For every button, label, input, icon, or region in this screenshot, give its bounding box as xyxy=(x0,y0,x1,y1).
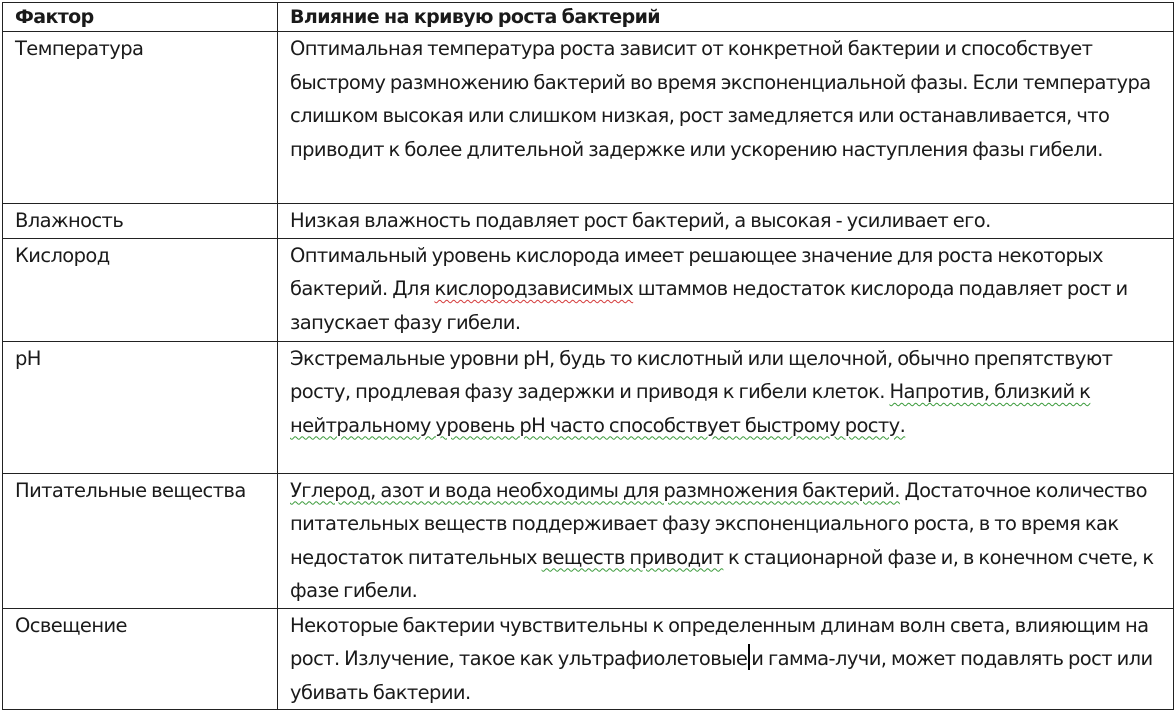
effect-text: к стационарной фазе и, в конечном счете, к фазе гибели. xyxy=(290,545,1154,602)
factor-cell: Питательные вещества xyxy=(3,473,278,608)
table-row xyxy=(3,238,1174,341)
effect-text: Некоторые бактерии чувствительны к определенным длинам волн света, влияющим на рост. Излучение, такое как ультрафиолетовые xyxy=(290,613,1149,670)
effect-cell: Низкая влажность подавляет рост бактерий, а высокая - усиливает его. xyxy=(278,204,1174,239)
grammar-flagged-text[interactable]: веществ приводит xyxy=(541,545,724,569)
effect-cell xyxy=(278,238,1174,341)
header-factor: Фактор xyxy=(3,3,278,32)
table-row xyxy=(3,32,1174,204)
table-row xyxy=(3,473,1174,608)
factor-cell: Освещение xyxy=(3,608,278,710)
factor-cell: pH xyxy=(3,341,278,473)
factor-cell: Температура xyxy=(3,32,278,204)
factor-cell: Кислород xyxy=(3,238,278,341)
effect-cell: Оптимальная температура роста зависит от конкретной бактерии и способствует быстрому размножению бактерий во время экспоненциальной фазы. Если температура слишком высокая или слишком низкая, рост замедляется или останавливается, что приводит к более длительной задержке или ускорению наступления фазы гибели. xyxy=(278,32,1174,204)
spelling-flagged-word[interactable]: кислородзависимых xyxy=(434,277,634,300)
grammar-flagged-text[interactable]: Напротив, близкий к нейтральному уровень pH часто способствует быстрому росту. xyxy=(290,380,1091,437)
table-header-row xyxy=(3,3,1174,32)
effect-cell xyxy=(278,608,1174,710)
table-row xyxy=(3,204,1174,239)
table-row xyxy=(3,341,1174,473)
effect-text: Экстремальные уровни pH, будь то кислотный или щелочной, обычно препятствуют росту, продлевая фазу задержки и приводя к гибели клеток. xyxy=(290,346,1113,403)
text-cursor xyxy=(748,644,750,670)
factor-cell: Влажность xyxy=(3,204,278,239)
table-row xyxy=(3,608,1174,710)
effect-text: Оптимальный уровень кислорода имеет решающее значение для роста некоторых бактерий. Для xyxy=(290,243,1103,300)
effect-text: и гамма-лучи, может подавлять рост или убивать бактерии. xyxy=(290,647,1153,704)
effect-text: штаммов недостаток кислорода подавляет рост и запускает фазу гибели. xyxy=(290,277,1128,334)
effect-cell xyxy=(278,473,1174,608)
header-effect: Влияние на кривую роста бактерий xyxy=(278,3,1174,32)
factors-table xyxy=(2,2,1174,710)
effect-text: Достаточное количество питательных веществ поддерживает фазу экспоненциального роста, в то время как недостаток питательных xyxy=(290,478,1148,569)
grammar-flagged-text[interactable]: Углерод, азот и вода необходимы для размножения бактерий. xyxy=(290,478,900,502)
effect-cell xyxy=(278,341,1174,473)
